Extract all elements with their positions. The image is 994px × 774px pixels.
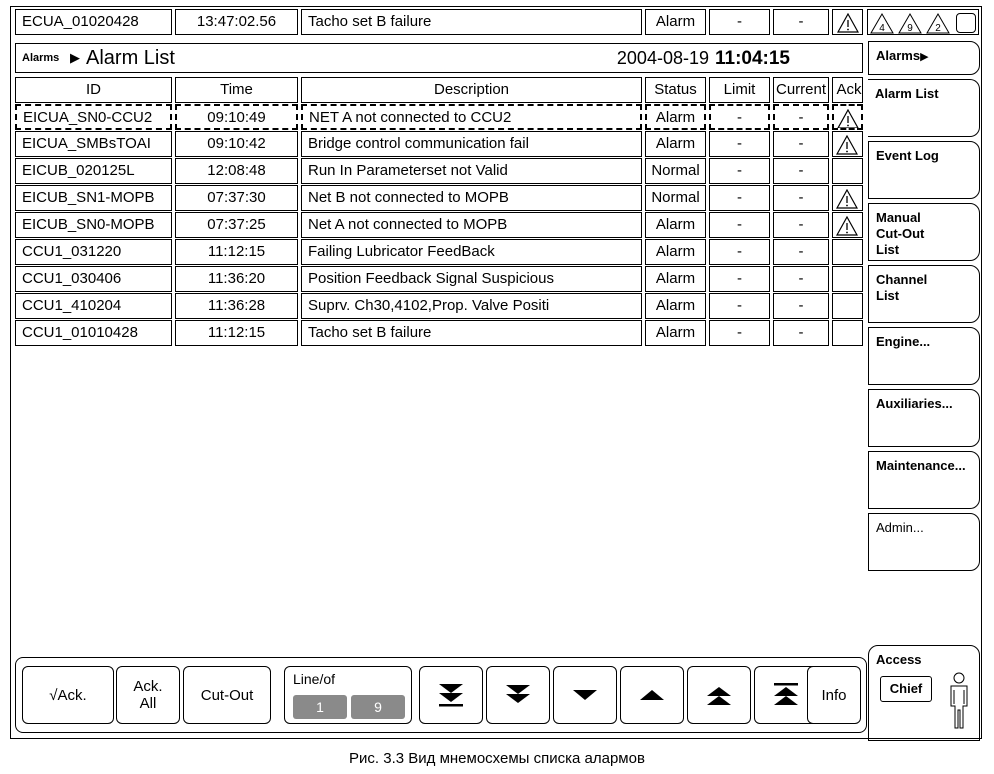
- cell-limit: -: [709, 266, 770, 292]
- cell-limit: -: [709, 320, 770, 346]
- cell-description: Tacho set B failure: [301, 320, 642, 346]
- table-row[interactable]: [15, 185, 865, 212]
- tab-auxiliaries[interactable]: Auxiliaries...: [868, 389, 980, 447]
- page-up-button[interactable]: [687, 666, 751, 724]
- cell-description: Position Feedback Signal Suspicious: [301, 266, 642, 292]
- cell-time: 09:10:49: [175, 104, 298, 130]
- cell-time: 09:10:42: [175, 131, 298, 157]
- top-alarm-line[interactable]: [11, 7, 981, 37]
- side-header-label: Alarms: [876, 48, 921, 63]
- breadcrumb[interactable]: Alarms: [22, 52, 60, 64]
- double-down-bar-icon: [436, 682, 466, 708]
- table-row[interactable]: [15, 158, 865, 185]
- cell-limit: -: [709, 185, 770, 211]
- tab-admin[interactable]: Admin...: [868, 513, 980, 571]
- top-alarm-limit: -: [709, 9, 770, 35]
- cell-time: 07:37:25: [175, 212, 298, 238]
- last-page-button[interactable]: [419, 666, 483, 724]
- cell-status: Alarm: [645, 104, 706, 130]
- table-body: [15, 104, 865, 347]
- cell-current: -: [773, 239, 829, 265]
- cell-time: 11:12:15: [175, 239, 298, 265]
- cell-ack[interactable]: [832, 158, 863, 184]
- cell-limit: -: [709, 239, 770, 265]
- title-bar: [15, 43, 863, 73]
- cell-description: Net A not connected to MOPB: [301, 212, 642, 238]
- cut-out-button[interactable]: Cut-Out: [183, 666, 271, 724]
- date: 2004-08-19: [616, 48, 709, 68]
- side-header-arrow-icon: ▶: [920, 51, 929, 63]
- warning-icon: [836, 216, 858, 236]
- cell-id: EICUB_SN0-MOPB: [15, 212, 172, 238]
- tab-engine[interactable]: Engine...: [868, 327, 980, 385]
- access-label: Access: [876, 652, 922, 667]
- cell-status: Normal: [645, 158, 706, 184]
- cell-description: Bridge control communication fail: [301, 131, 642, 157]
- alarm-list-screen: [10, 6, 982, 739]
- cell-ack[interactable]: [832, 239, 863, 265]
- alarm-counters[interactable]: [867, 9, 979, 35]
- alarm-count-icon-3: [926, 13, 948, 33]
- cell-current: -: [773, 320, 829, 346]
- table-row[interactable]: [15, 131, 865, 158]
- col-ack[interactable]: Ack: [832, 77, 863, 103]
- cell-limit: -: [709, 212, 770, 238]
- alarm-count-icon-2: [898, 13, 920, 33]
- cell-id: EICUA_SMBsTOAI: [15, 131, 172, 157]
- cell-time: 11:12:15: [175, 320, 298, 346]
- down-arrow-icon: [570, 687, 600, 703]
- side-header-alarms[interactable]: [868, 41, 980, 75]
- double-up-bar-icon: [771, 682, 801, 708]
- bottom-toolbar: [15, 657, 867, 733]
- cell-current: -: [773, 158, 829, 184]
- top-alarm-ack[interactable]: [832, 9, 863, 35]
- table-row[interactable]: [15, 320, 865, 347]
- alarm-count-1: 4: [879, 23, 885, 35]
- alarm-count-icon-1: [870, 13, 892, 33]
- alarm-table: [15, 77, 865, 347]
- cell-description: NET A not connected to CCU2: [301, 104, 642, 130]
- cell-status: Normal: [645, 185, 706, 211]
- cell-current: -: [773, 212, 829, 238]
- warning-icon: [837, 13, 859, 33]
- tab-alarm-list[interactable]: Alarm List: [868, 79, 980, 137]
- cell-id: EICUB_SN1-MOPB: [15, 185, 172, 211]
- page-title: Alarm List: [86, 47, 175, 69]
- cell-ack[interactable]: [832, 293, 863, 319]
- datetime: [617, 48, 790, 70]
- access-level-button[interactable]: Chief: [880, 676, 932, 702]
- tab-manual-cut-out-list[interactable]: Manual Cut-Out List: [868, 203, 980, 261]
- table-row[interactable]: [15, 293, 865, 320]
- cell-time: 07:37:30: [175, 185, 298, 211]
- ack-all-button[interactable]: [116, 666, 180, 724]
- cell-description: Run In Parameterset not Valid: [301, 158, 642, 184]
- total-lines: 9: [351, 695, 405, 719]
- col-description[interactable]: Description: [301, 77, 642, 103]
- top-alarm-current: -: [773, 9, 829, 35]
- cell-ack[interactable]: [832, 185, 863, 211]
- up-arrow-icon: [637, 687, 667, 703]
- col-time[interactable]: Time: [175, 77, 298, 103]
- cell-id: EICUB_020125L: [15, 158, 172, 184]
- cell-status: Alarm: [645, 266, 706, 292]
- access-panel: [868, 645, 980, 741]
- top-alarm-description: Tacho set B failure: [301, 9, 642, 35]
- cell-id: CCU1_030406: [15, 266, 172, 292]
- double-down-icon: [503, 683, 533, 707]
- cell-ack[interactable]: [832, 131, 863, 157]
- col-current[interactable]: Current: [773, 77, 829, 103]
- cell-time: 11:36:28: [175, 293, 298, 319]
- cell-limit: -: [709, 104, 770, 130]
- table-header: [15, 77, 865, 104]
- cell-description: Failing Lubricator FeedBack: [301, 239, 642, 265]
- cell-limit: -: [709, 293, 770, 319]
- double-up-icon: [704, 683, 734, 707]
- blank-indicator-icon: [956, 13, 976, 33]
- ack-all-line2: All: [139, 695, 157, 712]
- line-of-indicator: [284, 666, 412, 724]
- tab-event-log[interactable]: Event Log: [868, 141, 980, 199]
- col-status[interactable]: Status: [645, 77, 706, 103]
- cell-id: CCU1_031220: [15, 239, 172, 265]
- cell-ack[interactable]: [832, 104, 863, 130]
- cell-current: -: [773, 266, 829, 292]
- cell-description: Suprv. Ch30,4102,Prop. Valve Positi: [301, 293, 642, 319]
- col-limit[interactable]: Limit: [709, 77, 770, 103]
- top-alarm-id: ECUA_01020428: [15, 9, 172, 35]
- cell-limit: -: [709, 158, 770, 184]
- cell-time: 11:36:20: [175, 266, 298, 292]
- cell-id: CCU1_410204: [15, 293, 172, 319]
- warning-icon: [837, 109, 859, 129]
- line-down-button[interactable]: [553, 666, 617, 724]
- figure-caption: Рис. 3.3 Вид мнемосхемы списка алармов: [349, 750, 645, 767]
- cell-id: EICUA_SN0-CCU2: [15, 104, 172, 130]
- cell-status: Alarm: [645, 293, 706, 319]
- alarm-count-3: 2: [935, 23, 942, 35]
- cell-status: Alarm: [645, 320, 706, 346]
- cell-status: Alarm: [645, 131, 706, 157]
- tab-maintenance[interactable]: Maintenance...: [868, 451, 980, 509]
- current-line: 1: [293, 695, 347, 719]
- table-row[interactable]: [15, 212, 865, 239]
- cell-ack[interactable]: [832, 320, 863, 346]
- top-alarm-time: 13:47:02.56: [175, 9, 298, 35]
- side-panel: [868, 41, 981, 735]
- warning-icon: [836, 189, 858, 209]
- cell-ack[interactable]: [832, 212, 863, 238]
- cell-current: -: [773, 185, 829, 211]
- cell-current: -: [773, 104, 829, 130]
- ack-button[interactable]: √Ack.: [22, 666, 114, 724]
- page-down-button[interactable]: [486, 666, 550, 724]
- cell-id: CCU1_01010428: [15, 320, 172, 346]
- top-alarm-status: Alarm: [645, 9, 706, 35]
- table-row[interactable]: [15, 104, 865, 131]
- cell-description: Net B not connected to MOPB: [301, 185, 642, 211]
- col-id[interactable]: ID: [15, 77, 172, 103]
- cell-current: -: [773, 293, 829, 319]
- line-of-label: Line/of: [293, 671, 336, 687]
- info-button[interactable]: Info: [807, 666, 861, 724]
- cell-status: Alarm: [645, 239, 706, 265]
- breadcrumb-arrow-icon: ▶: [70, 50, 80, 65]
- line-up-button[interactable]: [620, 666, 684, 724]
- clock: 11:04:15: [714, 48, 790, 69]
- cell-status: Alarm: [645, 212, 706, 238]
- cell-limit: -: [709, 131, 770, 157]
- person-icon: [947, 672, 971, 732]
- table-row[interactable]: [15, 239, 865, 266]
- alarm-count-2: 9: [907, 23, 913, 35]
- ack-all-line1: Ack.: [133, 678, 163, 695]
- table-row[interactable]: [15, 266, 865, 293]
- tab-channel-list[interactable]: Channel List: [868, 265, 980, 323]
- cell-current: -: [773, 131, 829, 157]
- warning-icon: [836, 135, 858, 155]
- cell-time: 12:08:48: [175, 158, 298, 184]
- cell-ack[interactable]: [832, 266, 863, 292]
